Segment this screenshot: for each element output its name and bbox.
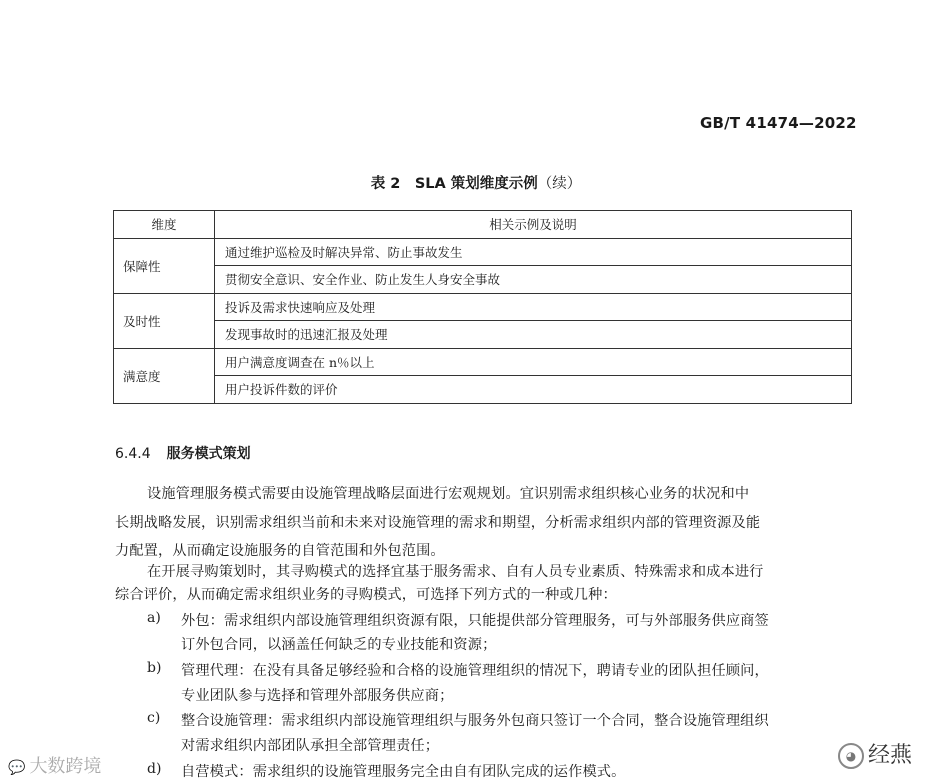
watermark-left bbox=[8, 752, 101, 778]
col-header-dimension: 维度 bbox=[114, 211, 215, 239]
table-row bbox=[114, 348, 852, 376]
desc-cell: 通过维护巡检及时解决异常、防止事故发生 bbox=[215, 238, 852, 266]
table-title bbox=[0, 172, 952, 193]
desc-cell: 投诉及需求快速响应及处理 bbox=[215, 293, 852, 321]
list-marker: b) bbox=[147, 660, 162, 676]
table-title-continued: （续） bbox=[537, 176, 582, 192]
sla-table bbox=[113, 210, 852, 404]
watermark-left-text: 大数跨境 bbox=[29, 756, 102, 777]
table-row bbox=[114, 376, 852, 404]
standard-number: GB/T 41474—2022 bbox=[700, 114, 857, 132]
paragraph-line: 在开展寻购策划时，其寻购模式的选择宜基于服务需求、自有人员专业素质、特殊需求和成本进行 bbox=[147, 564, 764, 580]
table-row bbox=[114, 238, 852, 266]
list-marker: c) bbox=[147, 710, 161, 726]
list-item-line: 自营模式：需求组织的设施管理服务完全由自有团队完成的运作模式。 bbox=[181, 764, 626, 780]
list-item-line: 外包：需求组织内部设施管理组织资源有限，只能提供部分管理服务，可与外部服务供应商签 bbox=[181, 613, 769, 629]
paragraph-line: 综合评价，从而确定需求组织业务的寻购模式，可选择下列方式的一种或几种： bbox=[115, 587, 617, 603]
section-title: 服务模式策划 bbox=[166, 446, 251, 462]
watermark-right bbox=[838, 738, 912, 769]
watermark-right-text: 经燕 bbox=[868, 743, 913, 768]
desc-cell: 用户满意度调查在 n％以上 bbox=[215, 348, 852, 376]
chat-bubble-icon: 💬 bbox=[8, 760, 26, 776]
section-number: 6.4.4 bbox=[115, 446, 151, 462]
desc-cell: 贯彻安全意识、安全作业、防止发生人身安全事故 bbox=[215, 266, 852, 294]
paragraph-line: 长期战略发展，识别需求组织当前和未来对设施管理的需求和期望，分析需求组织内部的管理资源及能 bbox=[115, 515, 761, 531]
table-header-row bbox=[114, 211, 852, 239]
table-title-text: 表 2 SLA 策划维度示例 bbox=[370, 176, 538, 192]
list-item-line: 订外包合同，以涵盖任何缺乏的专业技能和资源； bbox=[181, 637, 497, 653]
paragraph-line: 力配置，从而确定设施服务的自管范围和外包范围。 bbox=[115, 543, 445, 559]
col-header-description: 相关示例及说明 bbox=[215, 211, 852, 239]
dim-cell-assurance: 保障性 bbox=[114, 238, 215, 293]
section-heading bbox=[115, 443, 251, 463]
list-item-line: 对需求组织内部团队承担全部管理责任； bbox=[181, 738, 440, 754]
list-marker: d) bbox=[147, 761, 162, 777]
dim-cell-timeliness: 及时性 bbox=[114, 293, 215, 348]
table-row bbox=[114, 266, 852, 294]
list-marker: a) bbox=[147, 610, 161, 626]
paragraph-line: 设施管理服务模式需要由设施管理战略层面进行宏观规划。宜识别需求组织核心业务的状况和中 bbox=[147, 486, 750, 502]
desc-cell: 发现事故时的迅速汇报及处理 bbox=[215, 321, 852, 349]
table-row bbox=[114, 321, 852, 349]
table-row bbox=[114, 293, 852, 321]
list-item-line: 整合设施管理：需求组织内部设施管理组织与服务外包商只签订一个合同，整合设施管理组织 bbox=[181, 713, 769, 729]
desc-cell: 用户投诉件数的评价 bbox=[215, 376, 852, 404]
dim-cell-satisfaction: 满意度 bbox=[114, 348, 215, 403]
wechat-icon: ◕ bbox=[838, 743, 864, 769]
list-item-line: 专业团队参与选择和管理外部服务供应商； bbox=[181, 688, 454, 704]
list-item-line: 管理代理：在没有具备足够经验和合格的设施管理组织的情况下，聘请专业的团队担任顾问， bbox=[181, 663, 769, 679]
